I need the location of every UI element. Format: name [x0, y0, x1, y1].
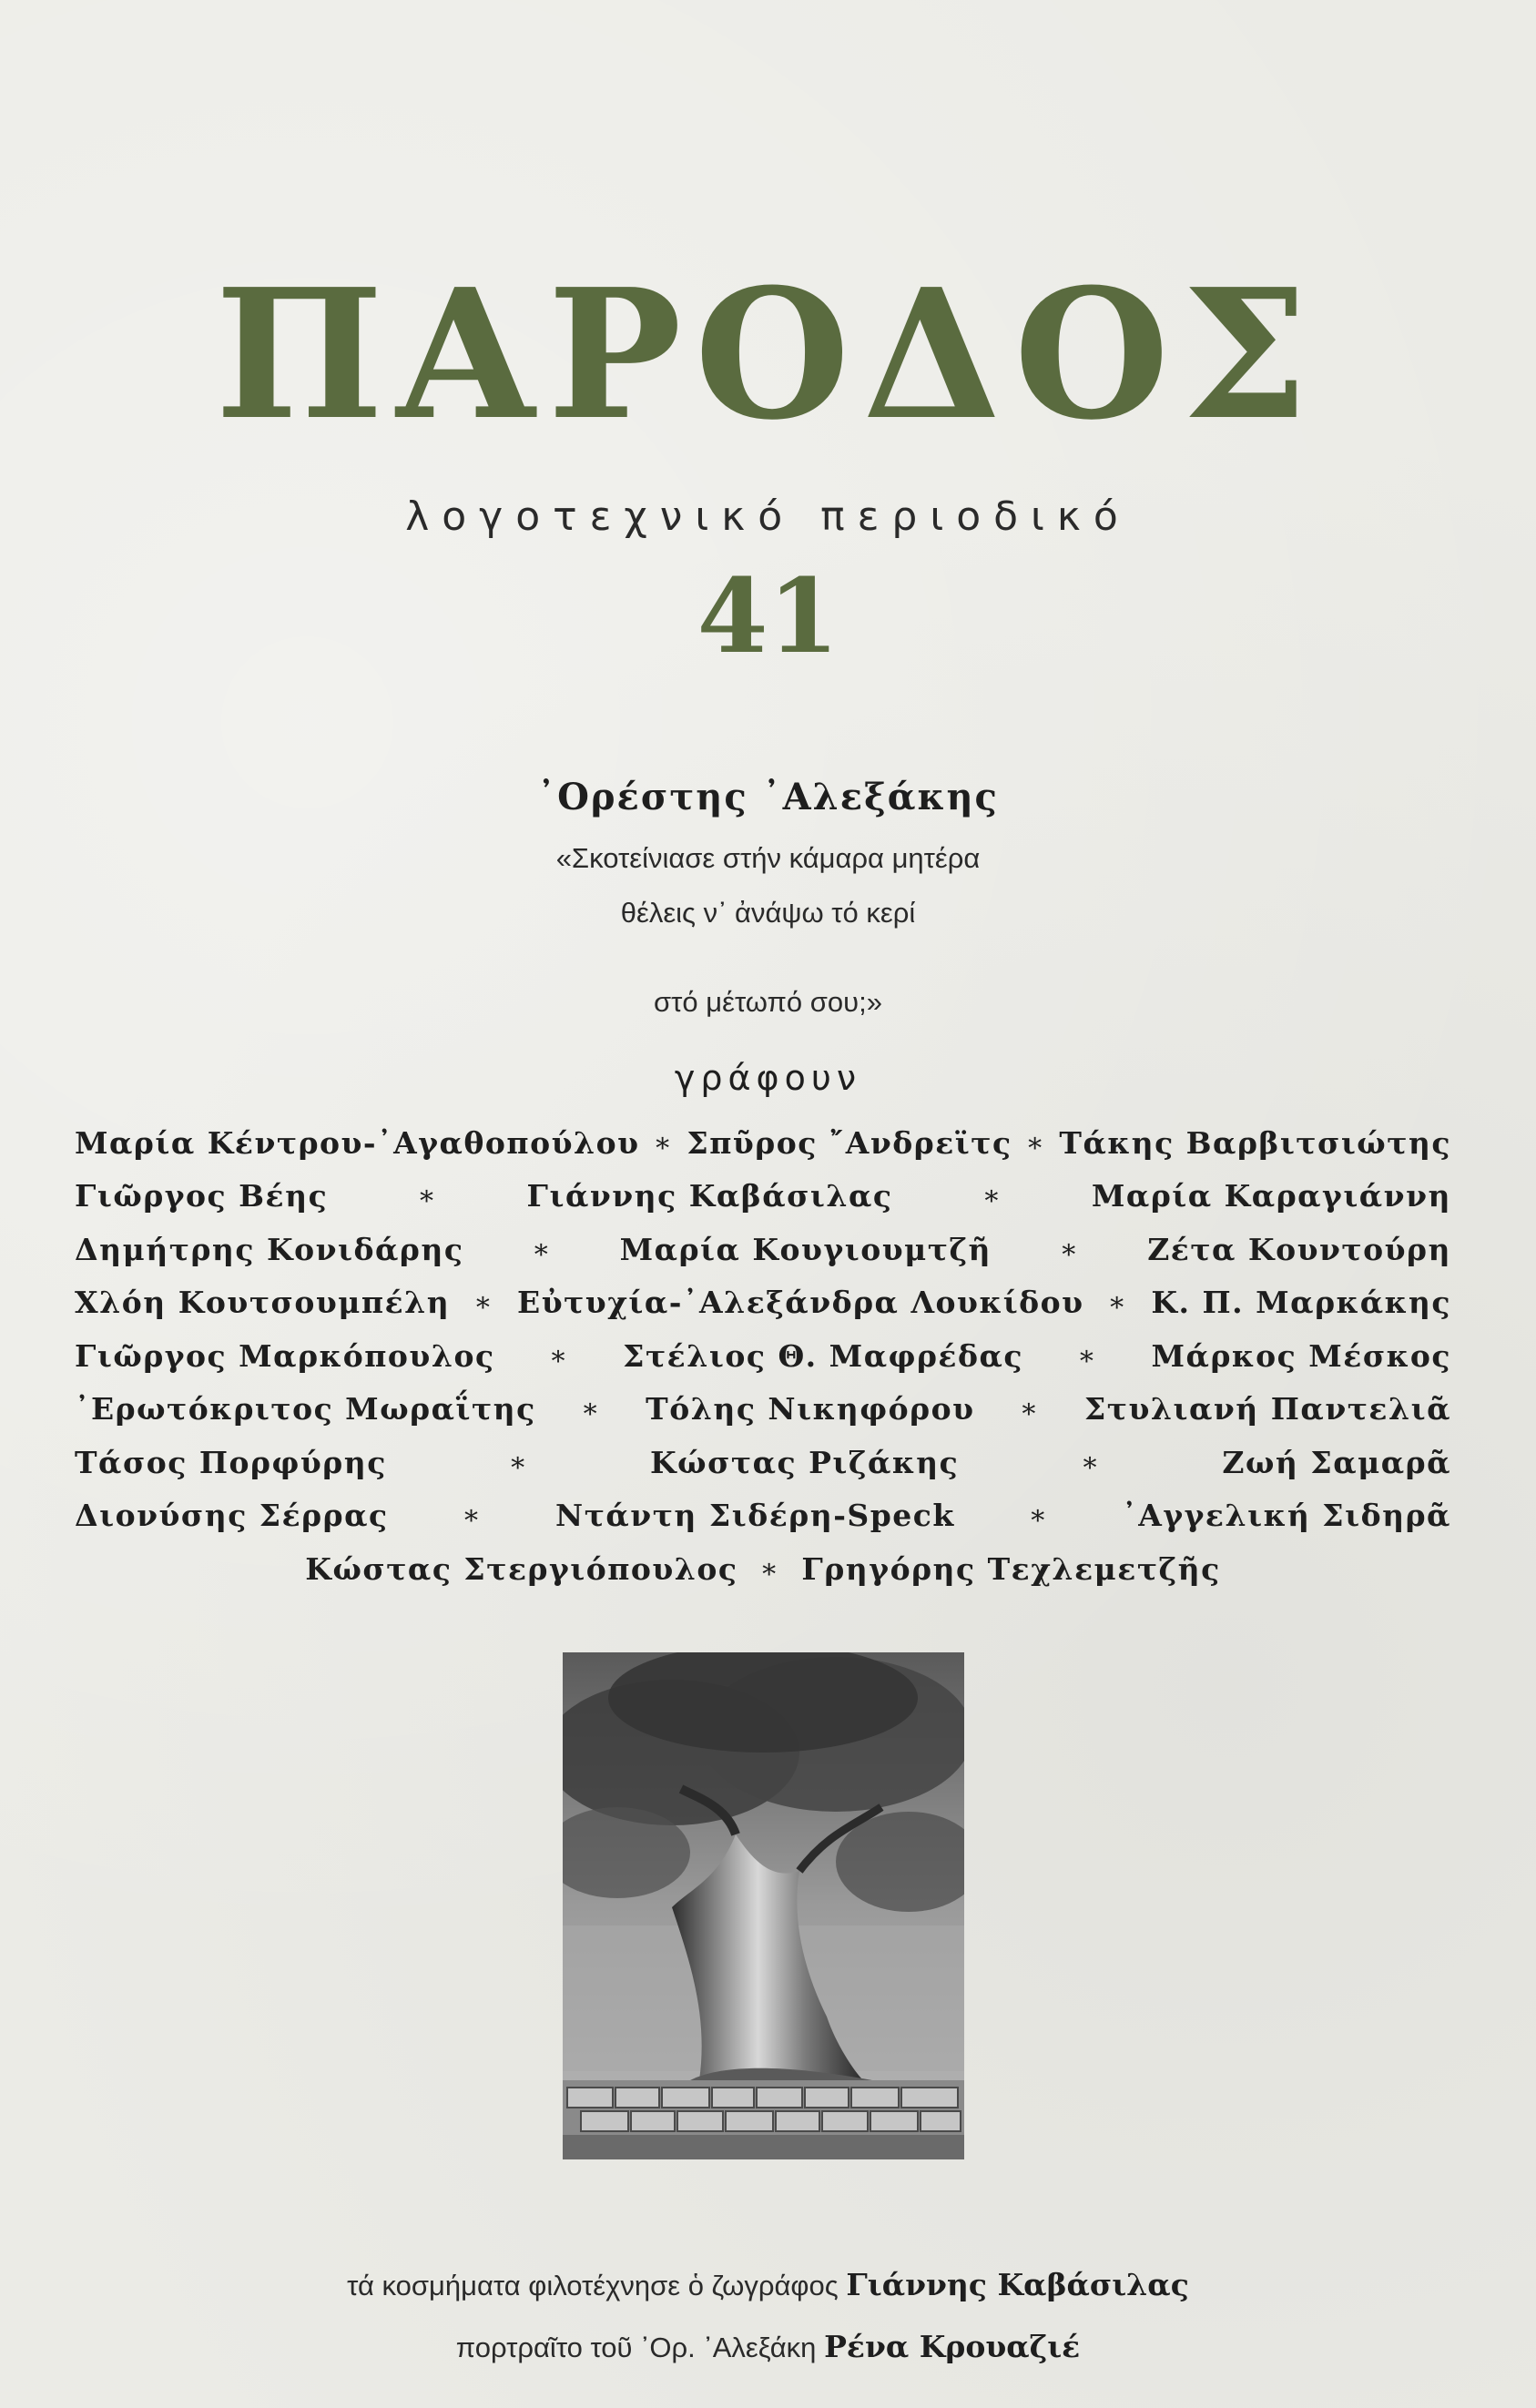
- authors-list: [75, 1116, 1451, 1596]
- feature-author: ᾿Ορέστης ᾿Αλεξάκης: [537, 776, 999, 818]
- author-name: Κ. Π. Μαρκάκης: [1151, 1285, 1451, 1321]
- author-name: Διονύσης Σέρρας: [75, 1498, 389, 1534]
- author-name: Ζωή Σαμαρᾶ: [1222, 1444, 1451, 1480]
- author-name: Μαρία Καραγιάννη: [1091, 1178, 1451, 1214]
- separator-star: ∗: [759, 1552, 780, 1585]
- credit-line-1: [0, 2267, 1536, 2302]
- separator-star: ∗: [473, 1286, 494, 1319]
- separator-star: ∗: [1025, 1126, 1046, 1159]
- olive-tree-painting: [563, 1652, 964, 2159]
- author-name: Μαρία Κουγιουμτζῆ: [619, 1231, 992, 1267]
- author-name: Γιῶργος Βέης: [75, 1178, 329, 1214]
- separator-star: ∗: [982, 1180, 1002, 1213]
- separator-star: ∗: [532, 1233, 552, 1265]
- author-name: Ντάντη Σιδέρη-Speck: [555, 1498, 955, 1534]
- author-name: Τόλης Νικηφόρου: [646, 1391, 975, 1428]
- author-name: Κώστας Στεργιόπουλος: [305, 1550, 738, 1587]
- writers-heading: γράφουν: [674, 1058, 862, 1098]
- separator-star: ∗: [1019, 1393, 1040, 1426]
- author-name: Δημήτρης Κονιδάρης: [75, 1231, 464, 1267]
- credit-artist-name: Γιάννης Καβάσιλας: [846, 2267, 1189, 2302]
- authors-row: [75, 1542, 1451, 1596]
- separator-star: ∗: [548, 1339, 569, 1372]
- quote-line-3: στό μέτωπό σου;»: [654, 986, 882, 1018]
- credit-portrait-artist-name: Ρένα Κρουαζιέ: [824, 2329, 1081, 2364]
- separator-star: ∗: [1107, 1286, 1128, 1319]
- author-name: Στέλιος Θ. Μαφρέδας: [623, 1337, 1023, 1374]
- authors-row: [75, 1329, 1451, 1383]
- author-name: Εὐτυχία-᾿Αλεξάνδρα Λουκίδου: [517, 1285, 1084, 1321]
- separator-star: ∗: [581, 1393, 601, 1426]
- author-name: ᾿Ερωτόκριτος Μωραΐτης: [75, 1391, 536, 1428]
- separator-star: ∗: [462, 1499, 483, 1532]
- author-name: Γρηγόρης Τεχλεμετζῆς: [801, 1550, 1221, 1587]
- author-name: ᾿Αγγελική Σιδηρᾶ: [1122, 1498, 1451, 1534]
- authors-row: [75, 1223, 1451, 1276]
- author-name: Στυλιανή Παντελιᾶ: [1083, 1391, 1451, 1428]
- author-name: Μάρκος Μέσκος: [1151, 1337, 1451, 1374]
- separator-star: ∗: [417, 1180, 438, 1213]
- quote-line-1: «Σκοτείνιασε στήν κάμαρα μητέρα: [555, 842, 981, 874]
- separator-star: ∗: [1077, 1339, 1098, 1372]
- author-name: Τάκης Βαρβιτσιώτης: [1059, 1124, 1451, 1161]
- authors-row: [75, 1436, 1451, 1489]
- quote-line-2: θέλεις ν᾿ ἀνάψω τό κερί: [620, 897, 916, 929]
- magazine-title: ΠΑΡΟΔΟΣ: [215, 250, 1321, 460]
- separator-star: ∗: [508, 1446, 529, 1478]
- author-name: Ζέτα Κουντούρη: [1147, 1231, 1451, 1267]
- authors-row: [75, 1489, 1451, 1543]
- credit-text: πορτραῖτο τοῦ ᾿Ορ. ᾿Αλεξάκη: [455, 2332, 817, 2363]
- author-name: Γιῶργος Μαρκόπουλος: [75, 1337, 495, 1374]
- separator-star: ∗: [1080, 1446, 1101, 1478]
- issue-number: 41: [697, 557, 839, 676]
- credit-line-2: [0, 2329, 1536, 2364]
- author-name: Μαρία Κέντρου-᾿Αγαθοπούλου: [75, 1124, 640, 1161]
- separator-star: ∗: [1028, 1499, 1049, 1532]
- author-name: Σπῦρος ῎Ανδρεϊτς: [687, 1124, 1012, 1161]
- credit-text: τά κοσμήματα φιλοτέχνησε ὁ ζωγράφος: [347, 2270, 839, 2301]
- authors-row: [75, 1276, 1451, 1330]
- author-name: Τάσος Πορφύρης: [75, 1444, 387, 1480]
- author-name: Κώστας Ριζάκης: [650, 1444, 960, 1480]
- authors-row: [75, 1170, 1451, 1224]
- separator-star: ∗: [1059, 1233, 1080, 1265]
- magazine-subtitle: λογοτεχνικό περιοδικό: [405, 493, 1131, 540]
- author-name: Γιάννης Καβάσιλας: [526, 1178, 893, 1214]
- author-name: Χλόη Κουτσουμπέλη: [75, 1285, 451, 1321]
- authors-row: [75, 1383, 1451, 1437]
- separator-star: ∗: [653, 1126, 674, 1159]
- authors-row: [75, 1116, 1451, 1170]
